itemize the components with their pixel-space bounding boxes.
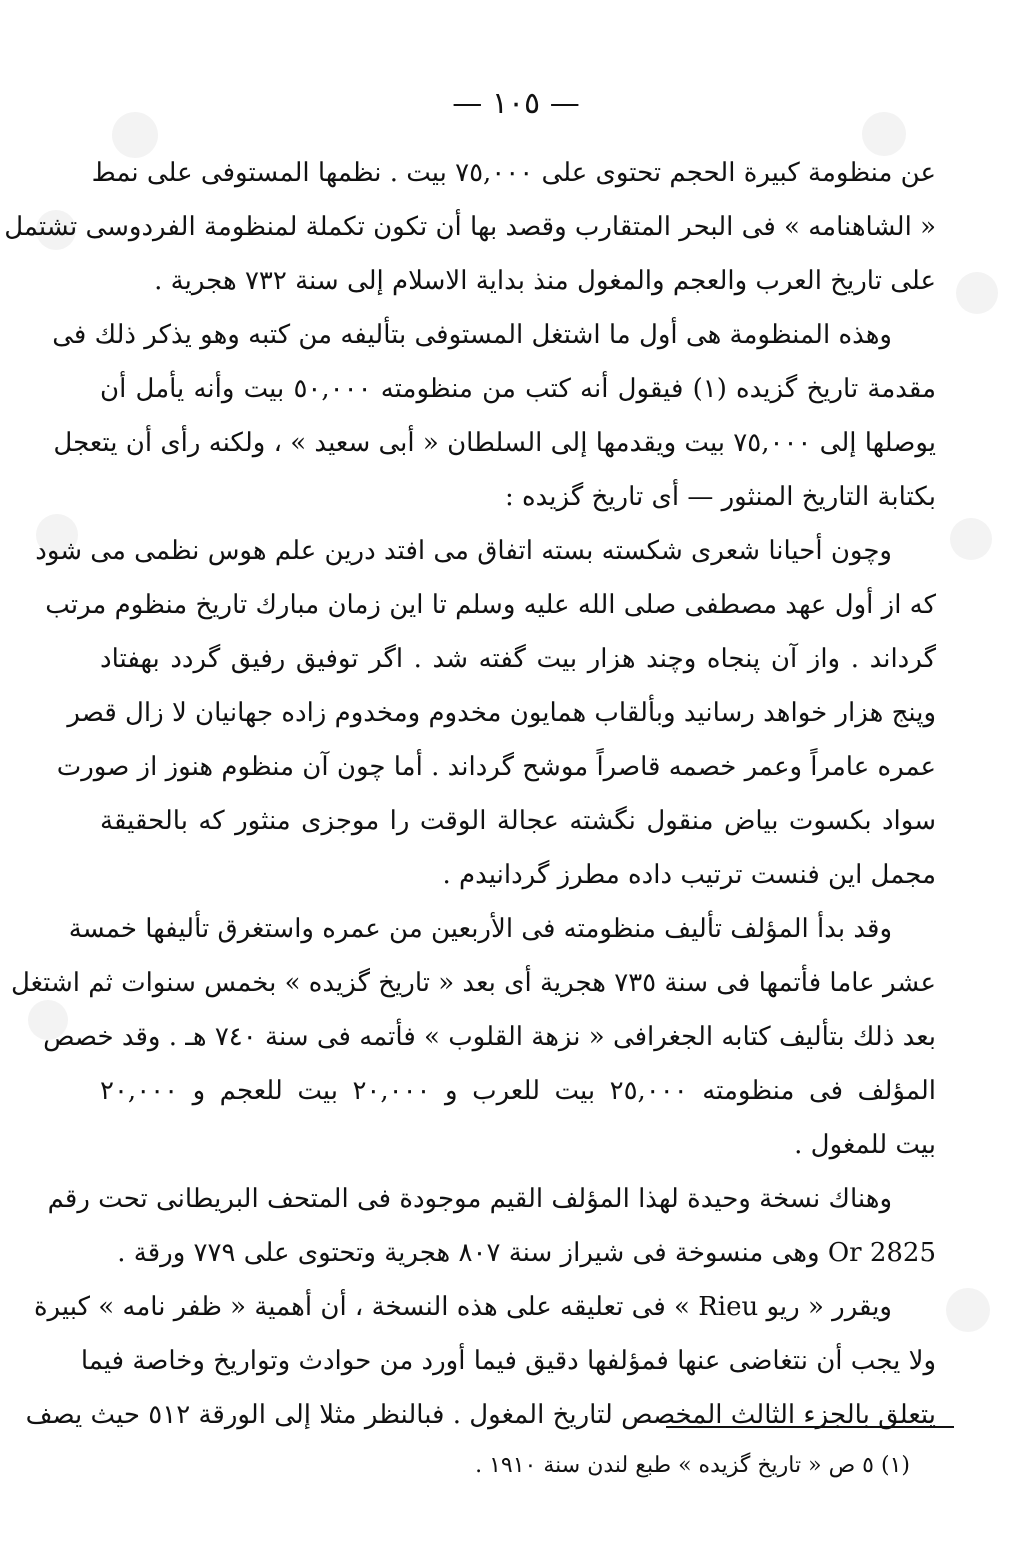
text-line: وپنج هزار خواهد رسانيد وبألقاب همايون مخدوم ومخدوم زاده جهانيان لا زال قصر [67,698,936,728]
scan-spot [956,272,998,314]
text-line: گرداند . واز آن پنجاه وچند هزار بيت گفته شد . اگر توفيق رفيق گردد بهفتاد [100,644,936,674]
text-line: وقد بدأ المؤلف تأليف منظومته فى الأربعين من عمره واستغرق تأليفها خمسة [68,914,892,944]
paragraph [52,308,936,524]
paragraph [47,1172,936,1280]
text-line: وچون أحيانا شعرى شكسته بسته اتفاق مى افتد درين علم هوس نظمى مى شود [35,536,892,566]
footnote-divider [666,1426,954,1428]
text-line: عشر عاما فأتمها فى سنة ٧٣٥ هجرية أى بعد « تاريخ گزيده » بخمس سنوات ثم اشتغل [10,968,936,998]
text-line: يوصلها إلى ٧٥,٠٠٠ بيت ويقدمها إلى السلطان « أبى سعيد » ، ولكنه رأى أن يتعجل [53,428,936,458]
footnote: (١) ٥ ص « تاريخ گزيده » طبع لندن سنة ١٩١٠ . [475,1453,910,1478]
scan-spot [950,518,992,560]
text-line: بعد ذلك بتأليف كتابه الجغرافى « نزهة القلوب » فأتمه فى سنة ٧٤٠ هـ . وقد خصص [43,1022,936,1052]
paragraph [4,146,936,308]
text-line: مجمل اين فنست ترتيب داده مطرز گردانيدم . [442,860,936,890]
text-line: بكتابة التاريخ المنثور — أى تاريخ گزيده : [504,482,936,512]
paragraph [10,902,936,1172]
body-text [4,146,936,1442]
text-line: يتعلق بالجزء الثالث المخصص لتاريخ المغول . فبالنظر مثلا إلى الورقة ٥١٢ حيث يصف [25,1400,936,1430]
text-line: على تاريخ العرب والعجم والمغول منذ بداية الاسلام إلى سنة ٧٣٢ هجرية . [154,266,936,296]
text-line: مقدمة تاريخ گزيده (١) فيقول أنه كتب من منظومته ٥٠,٠٠٠ بيت وأنه يأمل أن [100,374,936,404]
scan-spot [946,1288,990,1332]
text-line: ولا يجب أن نتغاضى عنها فمؤلفها دقيق فيما أورد من حوادث وتواريخ وخاصة فيما [80,1346,936,1376]
text-line: عمره عامراً وعمر خصمه قاصراً موشح گرداند . أما چون آن منظوم هنوز از صورت [56,752,936,782]
paragraph [25,1280,936,1442]
text-line: وهناك نسخة وحيدة لهذا المؤلف القيم موجودة فى المتحف البريطانى تحت رقم [47,1184,892,1214]
text-line: ويقرر « ريو Rieu » فى تعليقه على هذه النسخة ، أن أهمية « ظفر نامه » كبيرة [33,1292,892,1322]
page-number: — ١٠٥ — [452,86,580,121]
text-line: « الشاهنامه » فى البحر المتقارب وقصد بها أن تكون تكملة لمنظومة الفردوسى تشتمل [4,212,936,242]
text-line: عن منظومة كبيرة الحجم تحتوى على ٧٥,٠٠٠ بيت . نظمها المستوفى على نمط [91,158,936,188]
text-line: Or 2825 وهى منسوخة فى شيراز سنة ٨٠٧ هجرية وتحتوى على ٧٧٩ ورقة . [117,1238,936,1268]
text-line: بيت للمغول . [794,1130,936,1160]
quoted-persian-passage [35,524,936,902]
text-line: كه از أول عهد مصطفى صلى الله عليه وسلم تا اين زمان مبارك تاريخ منظوم مرتب [45,590,936,620]
text-line: سواد بكسوت بياض منقول نگشته عجالة الوقت را موجزى منثور كه بالحقيقة [100,806,936,836]
text-line: وهذه المنظومة هى أول ما اشتغل المستوفى بتأليفه من كتبه وهو يذكر ذلك فى [52,320,892,350]
text-line: المؤلف فى منظومته ٢٥,٠٠٠ بيت للعرب و ٢٠,٠٠٠ بيت للعجم و ٢٠,٠٠٠ [100,1076,936,1106]
